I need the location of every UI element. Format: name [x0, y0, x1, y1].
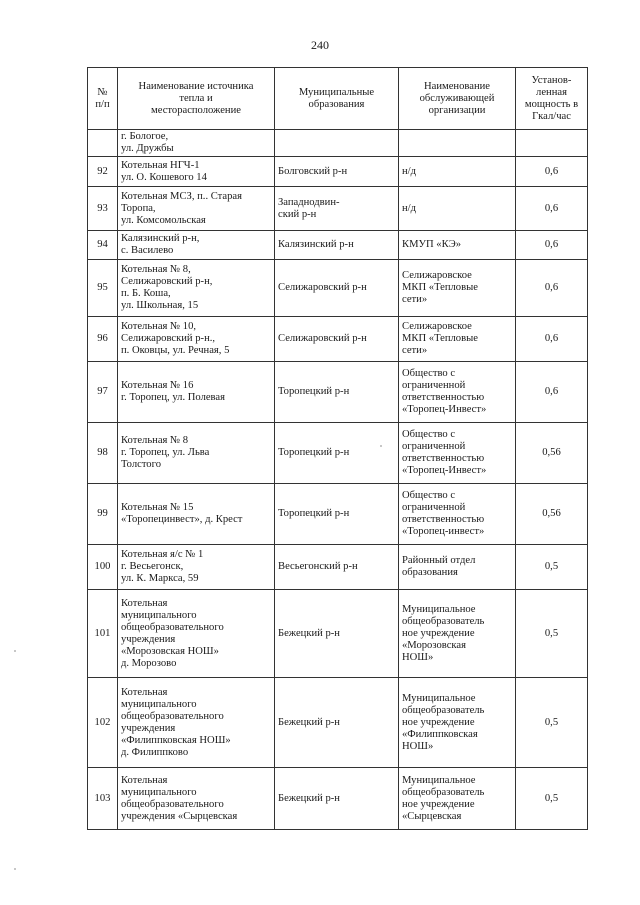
table-row: [88, 423, 588, 484]
page-number: 240: [311, 38, 329, 52]
row-source: г. Бологое, ул. Дружбы: [118, 130, 275, 157]
header-capacity: Установ- ленная мощность в Гкал/час: [516, 68, 588, 130]
table-row: [88, 260, 588, 317]
row-organization: Общество с ограниченной ответственностью «Торопец-Инвест»: [399, 423, 516, 484]
row-source: Калязинский р-н, с. Василево: [118, 231, 275, 260]
row-organization: Селижаровское МКП «Тепловые сети»: [399, 317, 516, 362]
table-row: [88, 157, 588, 187]
row-num: 96: [88, 317, 118, 362]
row-municipality: Торопецкий р-н: [275, 362, 399, 423]
row-num: 100: [88, 545, 118, 590]
row-municipality: [275, 130, 399, 157]
row-capacity: 0,6: [516, 362, 588, 423]
table-row: [88, 545, 588, 590]
row-source: Котельная № 15 «Торопецинвест», д. Крест: [118, 484, 275, 545]
row-municipality: Болговский р-н: [275, 157, 399, 187]
row-source: Котельная МСЗ, п.. Старая Торопа, ул. Комсомольская: [118, 187, 275, 231]
row-organization: Муниципальное общеобразователь ное учреждение «Сырцевская: [399, 768, 516, 830]
scan-speck: [14, 650, 16, 652]
row-capacity: 0,5: [516, 545, 588, 590]
row-capacity: 0,6: [516, 157, 588, 187]
row-num: 93: [88, 187, 118, 231]
row-organization: КМУП «КЭ»: [399, 231, 516, 260]
row-num: 92: [88, 157, 118, 187]
row-num: [88, 130, 118, 157]
row-municipality: Калязинский р-н: [275, 231, 399, 260]
header-municipality: Муниципальные образования: [275, 68, 399, 130]
row-organization: Районный отдел образования: [399, 545, 516, 590]
header-num: № п/п: [88, 68, 118, 130]
row-source: Котельная № 10, Селижаровский р-н., п. Оковцы, ул. Речная, 5: [118, 317, 275, 362]
row-organization: Общество с ограниченной ответственностью «Торопец-инвест»: [399, 484, 516, 545]
row-source: Котельная № 8, Селижаровский р-н, п. Б. Коша, ул. Школьная, 15: [118, 260, 275, 317]
row-organization: [399, 130, 516, 157]
row-capacity: 0,6: [516, 317, 588, 362]
row-capacity: 0,5: [516, 678, 588, 768]
table-row: [88, 187, 588, 231]
row-source: Котельная № 16 г. Торопец, ул. Полевая: [118, 362, 275, 423]
table-row: [88, 362, 588, 423]
row-source: Котельная я/с № 1 г. Весьегонск, ул. К. Маркса, 59: [118, 545, 275, 590]
row-num: 94: [88, 231, 118, 260]
header-organization: Наименование обслуживающей организации: [399, 68, 516, 130]
row-organization: Общество с ограниченной ответственностью «Торопец-Инвест»: [399, 362, 516, 423]
table-row: [88, 678, 588, 768]
row-municipality: Селижаровский р-н: [275, 260, 399, 317]
row-municipality: Западнодвин- ский р-н: [275, 187, 399, 231]
row-capacity: 0,5: [516, 768, 588, 830]
row-organization: н/д: [399, 157, 516, 187]
row-organization: Муниципальное общеобразователь ное учреждение «Морозовская НОШ»: [399, 590, 516, 678]
header-source: Наименование источника тепла и месторасположение: [118, 68, 275, 130]
table-row: [88, 130, 588, 157]
row-municipality: Весьегонский р-н: [275, 545, 399, 590]
row-municipality: Торопецкий р-н: [275, 484, 399, 545]
scan-speck: [380, 445, 382, 447]
row-source: Котельная муниципального общеобразовательного учреждения «Филиппковская НОШ» д. Филиппково: [118, 678, 275, 768]
row-source: Котельная муниципального общеобразовательного учреждения «Сырцевская: [118, 768, 275, 830]
row-municipality: Бежецкий р-н: [275, 678, 399, 768]
row-capacity: 0,56: [516, 484, 588, 545]
row-municipality: Бежецкий р-н: [275, 590, 399, 678]
row-municipality: Торопецкий р-н: [275, 423, 399, 484]
row-capacity: 0,6: [516, 260, 588, 317]
row-municipality: Бежецкий р-н: [275, 768, 399, 830]
row-capacity: [516, 130, 588, 157]
row-capacity: 0,56: [516, 423, 588, 484]
row-organization: Селижаровское МКП «Тепловые сети»: [399, 260, 516, 317]
row-capacity: 0,5: [516, 590, 588, 678]
row-num: 102: [88, 678, 118, 768]
row-num: 95: [88, 260, 118, 317]
table-row: [88, 590, 588, 678]
table-row: [88, 317, 588, 362]
row-source: Котельная НГЧ-1 ул. О. Кошевого 14: [118, 157, 275, 187]
row-num: 98: [88, 423, 118, 484]
table-row: [88, 231, 588, 260]
table-body: [88, 130, 588, 830]
row-num: 101: [88, 590, 118, 678]
row-capacity: 0,6: [516, 187, 588, 231]
row-num: 97: [88, 362, 118, 423]
row-capacity: 0,6: [516, 231, 588, 260]
scan-speck: [14, 868, 16, 870]
row-organization: н/д: [399, 187, 516, 231]
row-organization: Муниципальное общеобразователь ное учреждение «Филиппковская НОШ»: [399, 678, 516, 768]
row-num: 103: [88, 768, 118, 830]
row-municipality: Селижаровский р-н: [275, 317, 399, 362]
table-row: [88, 768, 588, 830]
table-row: [88, 484, 588, 545]
row-num: 99: [88, 484, 118, 545]
table-header-row: [88, 68, 588, 130]
heat-sources-table: [87, 67, 588, 830]
row-source: Котельная муниципального общеобразовательного учреждения «Морозовская НОШ» д. Морозово: [118, 590, 275, 678]
row-source: Котельная № 8 г. Торопец, ул. Льва Толстого: [118, 423, 275, 484]
